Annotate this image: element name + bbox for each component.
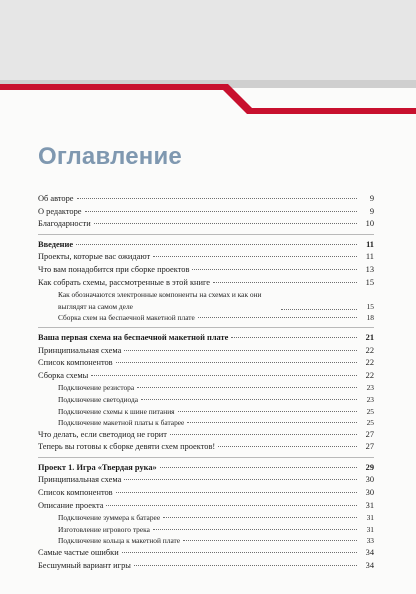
- toc-entry-title: Подключение резистора: [58, 383, 135, 393]
- toc-subentry: [38, 524, 374, 536]
- toc-entry-title: Бесшумный вариант игры: [38, 560, 131, 570]
- toc-page-number: 31: [366, 524, 374, 534]
- toc-entry: [38, 441, 374, 454]
- toc-page-number: 31: [366, 513, 374, 523]
- toc-entry: [38, 370, 374, 383]
- toc-entry-title: Принципиальная схема: [38, 345, 122, 355]
- toc-entry-title: Благодарности: [38, 219, 91, 229]
- dot-leader: [77, 198, 357, 199]
- toc-section: [38, 193, 374, 235]
- dot-leader: [116, 362, 357, 363]
- toc-entry-title: Теперь вы готовы к сборке девяти схем проектов!: [38, 442, 216, 452]
- toc-page-number: 27: [365, 442, 374, 452]
- dot-leader: [170, 434, 357, 435]
- toc-section: [38, 239, 374, 328]
- toc-entry-title: Как собрать схемы, рассмотренные в этой книге: [38, 277, 211, 287]
- toc-entry: [38, 277, 374, 290]
- dot-leader: [141, 399, 357, 400]
- toc-entry: [38, 345, 374, 358]
- dot-leader: [198, 317, 357, 318]
- dot-leader: [76, 244, 357, 245]
- toc-entry: [38, 560, 374, 573]
- toc-page-number: 9: [369, 206, 374, 216]
- toc-entry: [38, 462, 374, 475]
- dot-leader: [160, 467, 357, 468]
- toc-page-number: 27: [365, 429, 374, 439]
- toc-entry-title: Ваша первая схема на беспаечной макетной плате: [38, 332, 229, 342]
- dot-leader: [124, 479, 357, 480]
- toc-page-number: 22: [365, 345, 374, 355]
- toc-page-number: 30: [365, 488, 374, 498]
- dot-leader: [85, 211, 357, 212]
- toc-entry: [38, 218, 374, 231]
- toc-page-number: 18: [366, 313, 374, 323]
- toc-entry-title: Подключение схемы к шине питания: [58, 406, 175, 416]
- dot-leader: [91, 375, 357, 376]
- toc-entry: [38, 487, 374, 500]
- toc-entry-title: Как обозначаются электронные компоненты на схемах и как они выглядят на самом деле: [58, 290, 262, 311]
- dot-leader: [153, 256, 357, 257]
- toc-page-number: 29: [365, 462, 374, 472]
- toc-page-number: 22: [365, 370, 374, 380]
- toc-entry-title: Подключение светодиода: [58, 394, 138, 404]
- header-band-light: [0, 0, 416, 80]
- toc-page-number: 33: [366, 536, 374, 546]
- toc-subentry: [38, 512, 374, 524]
- toc-entry-title: О редакторе: [38, 206, 82, 216]
- dot-leader: [178, 411, 357, 412]
- toc-entry: [38, 500, 374, 513]
- toc-section: [38, 332, 374, 458]
- toc-entry-title: Проект 1. Игра «Твердая рука»: [38, 462, 157, 472]
- toc-entry: [38, 239, 374, 252]
- toc-page-number: 22: [365, 358, 374, 368]
- dot-leader: [213, 282, 357, 283]
- toc-entry-title: Подключение зуммера к батарее: [58, 513, 161, 523]
- page-title: Оглавление: [38, 143, 182, 170]
- toc-entry: [38, 474, 374, 487]
- dot-leader: [187, 422, 357, 423]
- toc-entry-title: Проекты, которые вас ожидают: [38, 252, 151, 262]
- toc-entry-title: Подключение макетной платы к батарее: [58, 418, 185, 428]
- toc-page-number: 31: [365, 500, 374, 510]
- dot-leader: [218, 446, 357, 447]
- toc-entry-title: Подключение кольца к макетной плате: [58, 536, 181, 546]
- toc-subentry: [38, 535, 374, 547]
- toc-page-number: 25: [366, 406, 374, 416]
- dot-leader: [94, 223, 357, 224]
- toc-entry: [38, 264, 374, 277]
- toc-entry: [38, 429, 374, 442]
- dot-leader: [281, 309, 357, 310]
- toc-entry: [38, 332, 374, 345]
- toc-entry-title: Список компонентов: [38, 358, 113, 368]
- toc-entry-title: Принципиальная схема: [38, 475, 122, 485]
- toc-subentry: [38, 312, 374, 324]
- toc-page-number: 23: [366, 383, 374, 393]
- toc-page-number: 25: [366, 418, 374, 428]
- toc-entry-title: Самые частые ошибки: [38, 548, 119, 558]
- toc-page-number: 10: [365, 219, 374, 229]
- toc-subentry: [38, 406, 374, 418]
- toc-entry-title: Список компонентов: [38, 488, 113, 498]
- dot-leader: [124, 350, 357, 351]
- toc-entry-title: Сборка схемы: [38, 370, 89, 380]
- dot-leader: [153, 529, 357, 530]
- toc-entry-title: Описание проекта: [38, 500, 104, 510]
- toc-page-number: 13: [365, 264, 374, 274]
- dot-leader: [106, 505, 357, 506]
- toc-page-number: 34: [365, 548, 374, 558]
- toc-subentry: [38, 289, 374, 312]
- toc-page-number: 9: [369, 194, 374, 203]
- toc-entry-title: Что делать, если светодиод не горит: [38, 429, 167, 439]
- header-red-stripe: [0, 84, 416, 114]
- toc-entry: [38, 547, 374, 560]
- toc-entry: [38, 206, 374, 219]
- header-band: [0, 0, 416, 120]
- toc-subentry: [38, 382, 374, 394]
- toc-page-number: 34: [365, 560, 374, 570]
- dot-leader: [231, 337, 357, 338]
- dot-leader: [163, 517, 357, 518]
- table-of-contents: [38, 193, 374, 579]
- toc-entry-title: Что вам понадобится при сборке проектов: [38, 264, 190, 274]
- toc-entry-title: Сборка схем на беспаечной макетной плате: [58, 313, 195, 323]
- dot-leader: [134, 565, 357, 566]
- toc-entry-title: Изготовление игрового трека: [58, 524, 150, 534]
- dot-leader: [183, 540, 357, 541]
- toc-page-number: 21: [365, 332, 374, 342]
- toc-page-number: 11: [366, 239, 374, 249]
- dot-leader: [122, 552, 357, 553]
- toc-page-number: 15: [365, 277, 374, 287]
- toc-entry: [38, 193, 374, 206]
- toc-subentry: [38, 417, 374, 429]
- dot-leader: [137, 387, 357, 388]
- toc-page-number: 23: [366, 394, 374, 404]
- toc-section: [38, 462, 374, 575]
- dot-leader: [192, 269, 357, 270]
- toc-entry-title: Об авторе: [38, 194, 74, 203]
- toc-page-number: 11: [365, 252, 374, 262]
- toc-entry: [38, 251, 374, 264]
- toc-entry: [38, 357, 374, 370]
- dot-leader: [116, 492, 357, 493]
- toc-entry-title: Введение: [38, 239, 74, 249]
- toc-subentry: [38, 394, 374, 406]
- toc-page-number: 15: [366, 301, 374, 311]
- toc-page-number: 30: [365, 475, 374, 485]
